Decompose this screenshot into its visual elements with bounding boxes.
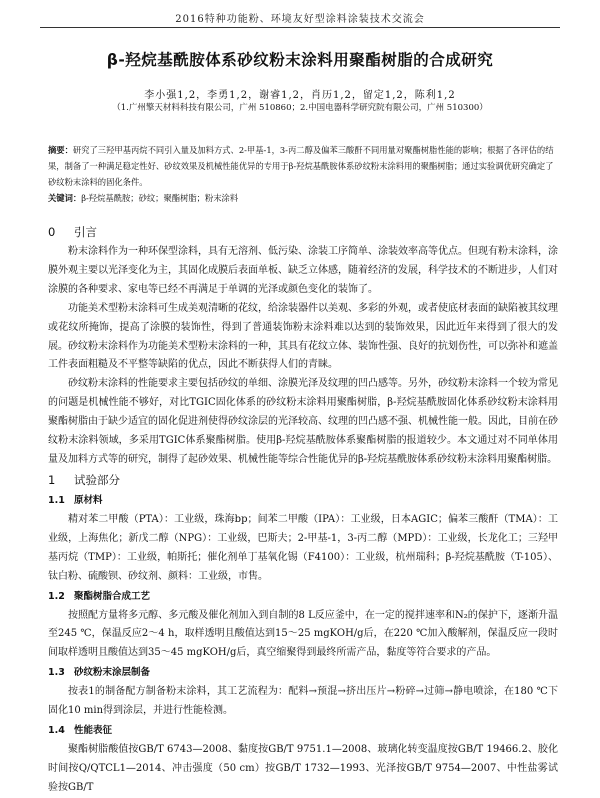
subsection-heading: 1.2 聚酯树脂合成工艺 bbox=[48, 590, 151, 602]
author-list: 李小强1,2，李勇1,2，谢睿1,2，肖历1,2，留定1,2，陈利1,2 bbox=[144, 90, 456, 101]
running-head: 2016特种功能粉、环境友好型涂料涂装技术交流会 bbox=[175, 14, 425, 25]
paragraph: 功能美术型粉末涂料可生成美观清晰的花纹，给涂装器件以美观、多彩的外观，或者使底材表面的缺陷被其纹理或花纹所掩饰，提高了涂膜的装饰性，得到了普通装饰粉末涂料难以达到的装饰效果，因此近年来得到了很大的发展。砂纹粉末涂料作为功能美术型粉末涂料的一种，其具有花纹立体、装饰性强、良好的抗划伤性，可以弥补和遮盖工件表面粗糙及不平整等缺陷的优点，因此不断获得人们的青睐。 bbox=[48, 302, 558, 371]
subsection-heading: 1.4 性能表征 bbox=[48, 725, 113, 737]
paragraph: 粉末涂料作为一种环保型涂料，具有无溶剂、低污染、涂装工序简单、涂装效率高等优点。但现有粉末涂料，涂膜外观主要以光泽变化为主，其固化成膜后表面单板、缺乏立体感，随着经济的发展，科学技术的不断进步，人们对涂膜的各种要求、家电等已经不再满足于单调的光泽或颜色变化的装饰了。 bbox=[48, 246, 558, 295]
header-rule bbox=[40, 27, 560, 28]
keywords-label: 关键词： bbox=[48, 193, 82, 203]
abstract-label: 摘要： bbox=[48, 145, 73, 155]
subsection-heading: 1.3 砂纹粉末涂层制备 bbox=[48, 667, 151, 679]
keywords-text: β-羟烷基酰胺；砂纹；聚酯树脂；粉末涂料 bbox=[81, 193, 239, 203]
paragraph: 砂纹粉末涂料的性能要求主要包括砂纹的单细、涂膜光泽及纹理的凹凸感等。另外，砂纹粉末涂料一个较为常见的问题是机械性能不够好，对比TGIC固化体系的砂纹粉末涂料用聚酯树脂，β-羟烷基酰胺固化体系砂纹粉末涂料用聚酯树脂由于缺少适宜的固化促进剂使得砂纹涂层的光泽较高、纹理的凹凸感不强、机械性能一般。因此，目前在砂纹粉末涂料领域，多采用TGIC体系聚酯树脂。使用β-羟烷基酰胺体系聚酯树脂的报道较少。本文通过对不同单体用量及加料方式等的研究，制得了起砂效果、机械性能等综合性能优异的β-羟烷基酰胺体系砂纹粉末涂料用聚酯树脂。 bbox=[48, 378, 558, 465]
section-heading: 1 试验部分 bbox=[48, 472, 120, 487]
abstract-text: 研究了三羟甲基丙烷不同引入量及加料方式、2-甲基-1，3-丙二醇及偏苯三酸酐不同用量对聚酯树脂性能的影响；根据了各评估的结果，制备了一种满足稳定性好、砂纹效果及机械性能优异的专用于β-羟烷基酰胺体系砂纹粉末涂料用的聚酯树脂；通过实验调优研究确定了砂纹粉末涂料的固化条件。 bbox=[48, 145, 554, 187]
abstract bbox=[48, 142, 558, 190]
body-text bbox=[48, 222, 558, 798]
paragraph: 聚酯树脂酸值按GB/T 6743—2008、黏度按GB/T 9751.1—2008、玻璃化转变温度按GB/T 19466.2、胶化时间按Q/QTCL1—2014、冲击强度（50 cm）按GB/T 1732—1993、光泽按GB/T 9754—2007、中性盐雾试验按GB/T bbox=[48, 744, 558, 793]
keywords bbox=[48, 192, 558, 204]
paragraph: 精对苯二甲酸（PTA）：工业级，珠海bp；间苯二甲酸（IPA）：工业级，日本AGIC；偏苯三酸酐（TMA）：工业级，上海焦化；新戊二醇（NPG）：工业级，巴斯夫；2-甲基-1，3-丙二醇（MPD）：工业级，长龙化工；三羟甲基丙烷（TMP）：工业级，帕斯托；催化剂单丁基氧化锡（F4100）：工业级，杭州瑞科；β-羟烷基酰胺（T-105）、钛白粉、硫酸钡、砂纹剂、颜料：工业级，市售。 bbox=[48, 513, 558, 582]
paragraph: 按表1的制备配方制备粉末涂料，其工艺流程为：配料→预混→挤出压片→粉碎→过筛→静电喷涂，在180 ℃下固化10 min得到涂层，并进行性能检测。 bbox=[48, 686, 558, 717]
subsection-heading: 1.1 原材料 bbox=[48, 494, 103, 506]
section-heading: 0 引言 bbox=[48, 225, 97, 239]
paragraph: 按照配方量将多元醇、多元酸及催化剂加入到自制的8 L反应釜中，在一定的搅拌速率和N₂的保护下，逐渐升温至245 ℃，保温反应2～4 h，取样透明且酸值达到15～25 mgKOH/g后，在220 ℃加入酸解剂，保温反应一段时间取样透明且酸值达到35～45 mgKOH/g后，真空缩聚得到最终所需产品，黏度等符合要求的产品。 bbox=[48, 609, 558, 659]
affiliation: （1.广州擎天材料科技有限公司，广州 510860；2.中国电器科学研究院有限公司，广州 510300） bbox=[112, 103, 488, 113]
paper-title: β-羟烷基酰胺体系砂纹粉末涂料用聚酯树脂的合成研究 bbox=[106, 51, 494, 69]
